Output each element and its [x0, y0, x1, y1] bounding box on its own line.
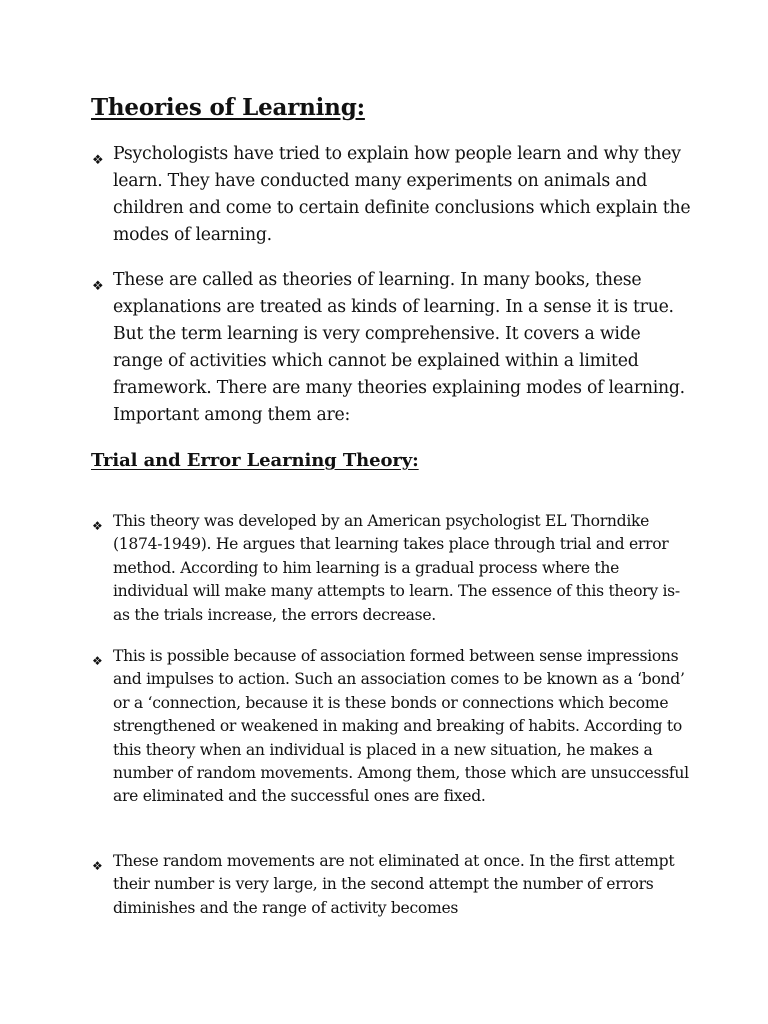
- section-heading: Trial and Error Learning Theory:: [91, 450, 419, 471]
- diamond-bullet-icon: ❖: [92, 153, 104, 168]
- intro-bullet-2: [92, 267, 692, 429]
- diamond-bullet-icon: ❖: [92, 279, 104, 294]
- paragraph-text: This theory was developed by an American psychologist EL Thorndike (1874-1949). He argues that learning takes place through trial and error method. According to him learning is a gradual process where the individual will make many attempts to learn. The essence of this theory is-as the trials increase, the errors decrease.: [113, 512, 680, 624]
- diamond-bullet-icon: ❖: [92, 654, 103, 668]
- diamond-bullet-icon: ❖: [92, 519, 103, 533]
- paragraph-text: This is possible because of association formed between sense impressions and impulses to action. Such an association comes to be known as a ‘bond’ or a ‘connection, because it is these bonds or connections which become strengthened or weakened in making and breaking of habits. According to this theory when an individual is placed in a new situation, he makes a number of random movements. Among them, those which are unsuccessful are eliminated and the successful ones are fixed.: [113, 647, 689, 806]
- intro-bullet-1: [92, 141, 692, 249]
- diamond-bullet-icon: ❖: [92, 859, 103, 873]
- paragraph-text: These random movements are not eliminated at once. In the first attempt their number is very large, in the second attempt the number of errors diminishes and the range of activity becomes: [113, 852, 675, 917]
- section-bullet-1: [92, 510, 692, 627]
- page-title: Theories of Learning:: [91, 94, 365, 121]
- section-bullet-2: [92, 645, 692, 809]
- paragraph-text: These are called as theories of learning. In many books, these explanations are treated as kinds of learning. In a sense it is true. But the term learning is very comprehensive. It covers a wide range of activities which cannot be explained within a limited framework. There are many theories explaining modes of learning. Important among them are:: [113, 270, 685, 425]
- paragraph-text: Psychologists have tried to explain how people learn and why they learn. They have conducted many experiments on animals and children and come to certain definite conclusions which explain the modes of learning.: [113, 144, 691, 245]
- section-bullet-3: [92, 850, 692, 920]
